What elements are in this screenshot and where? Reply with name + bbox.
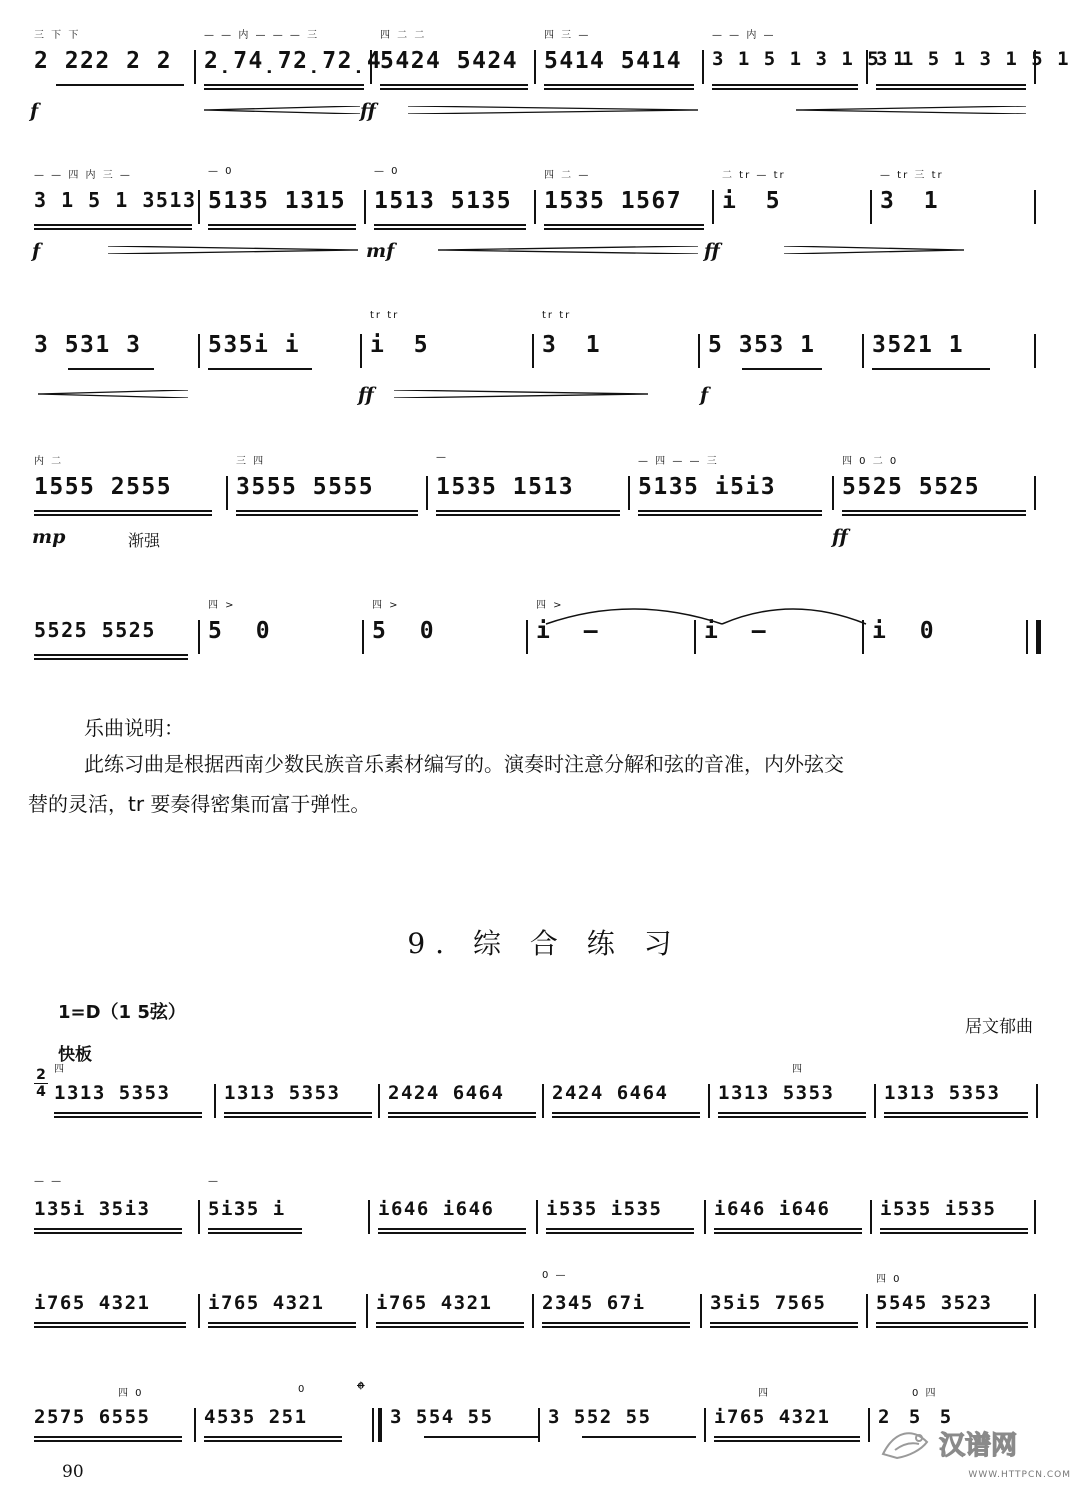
measure (202, 310, 352, 420)
time-signature (34, 1068, 48, 1099)
jianpu-notes: i 5 (722, 188, 788, 214)
barline (702, 50, 704, 84)
time-signature-bottom: 4 (36, 1084, 46, 1100)
beam (54, 1116, 202, 1118)
barline (832, 476, 834, 510)
beam (876, 1326, 1028, 1328)
measure (384, 1384, 544, 1494)
measure (538, 26, 700, 136)
beam (208, 1228, 302, 1230)
jianpu-notes: 5545 3523 (876, 1292, 993, 1314)
fingering-marks: 0 四 (912, 1388, 938, 1399)
time-signature-top: 2 (36, 1067, 46, 1083)
beam (710, 1326, 858, 1328)
barline (868, 1408, 870, 1442)
beam (208, 1322, 356, 1324)
jianpu-notes: 1513 5135 (374, 188, 513, 214)
jianpu-notes: 1535 1513 (436, 474, 575, 500)
jianpu-notes: 1313 5353 (718, 1082, 835, 1104)
jianpu-notes: 1313 5353 (54, 1082, 171, 1104)
dynamic-marking: mf (366, 240, 395, 262)
decrescendo-hairpin (784, 246, 964, 254)
beam (552, 1112, 700, 1114)
jianpu-notes: 5525 5525 (842, 474, 981, 500)
watermark-url: WWW.HTTPCN.COM (968, 1470, 1071, 1480)
fingering-marks: — (436, 452, 448, 463)
barline (532, 1294, 534, 1328)
measure (28, 1270, 192, 1380)
fingering-marks: — (208, 1176, 220, 1187)
beam (742, 368, 822, 370)
jianpu-notes: 2345 67i (542, 1292, 646, 1314)
beam (204, 88, 364, 90)
measure (218, 1060, 378, 1170)
beam (710, 1322, 858, 1324)
trill-marks: — tr 三 tr (880, 170, 944, 181)
explanation-line: 此练习曲是根据西南少数民族音乐素材编写的。演奏时注意分解和弦的音准，内外弦交 (84, 752, 844, 776)
trill-marks: 二 tr — tr (722, 170, 786, 181)
beam (714, 1228, 862, 1230)
barline (700, 1294, 702, 1328)
measure (28, 1384, 188, 1494)
measure (716, 166, 878, 276)
jianpu-notes: 5135 i5i3 (638, 474, 777, 500)
measure (28, 26, 190, 136)
jianpu-notes: 3 1 5 1 3 1 5 1 (876, 48, 1071, 70)
beam (374, 224, 526, 226)
barline (538, 1408, 540, 1442)
beam (34, 1228, 182, 1230)
beam (872, 368, 990, 370)
explanation-heading: 乐曲说明： (84, 716, 184, 740)
barline (532, 334, 534, 368)
measure (430, 452, 626, 562)
measure (706, 26, 907, 136)
jianpu-notes: i 5 (370, 332, 436, 358)
dynamic-marking: ff (832, 526, 848, 548)
fingering-marks: 四 0 (876, 1274, 902, 1285)
barline (360, 334, 362, 368)
jianpu-notes: 3 1 (880, 188, 946, 214)
fingering-marks: 四 三 — (544, 30, 591, 41)
jianpu-notes: 2424 6464 (388, 1082, 505, 1104)
barline (226, 476, 228, 510)
beam (876, 88, 1026, 90)
beam (544, 228, 704, 230)
beam (552, 1116, 700, 1118)
beam (204, 1440, 342, 1442)
barline (198, 190, 200, 224)
barline (704, 1200, 706, 1234)
jianpu-notes: 1555 2555 (34, 474, 173, 500)
barline (628, 476, 630, 510)
piece-title: 9. 综 合 练 习 (407, 927, 682, 960)
beam (376, 1322, 524, 1324)
barline (370, 50, 372, 84)
barline (874, 1084, 876, 1118)
beam (884, 1112, 1028, 1114)
dynamic-marking: ff (358, 384, 374, 406)
beam (638, 510, 822, 512)
beam (542, 1326, 690, 1328)
repeat-barline (378, 1408, 382, 1442)
jianpu-notes: i 0 (872, 618, 944, 644)
fingering-marks: 内 二 (34, 456, 64, 467)
beam (542, 1322, 690, 1324)
beam (208, 1326, 356, 1328)
measure (28, 310, 194, 420)
staff-row-3 (28, 310, 1038, 420)
jianpu-notes: 5135 1315 (208, 188, 347, 214)
measure (538, 166, 710, 276)
beam (546, 1232, 694, 1234)
svg-text:汉谱网: 汉谱网 (939, 1431, 1018, 1461)
jianpu-notes: i535 i535 (880, 1198, 997, 1220)
barline (542, 1084, 544, 1118)
measure (202, 1270, 362, 1380)
beam (884, 1116, 1028, 1118)
composer: 居文郁曲 (965, 1017, 1033, 1037)
fingering-marks: — — 内 — — — 三 (204, 30, 320, 41)
barline (712, 190, 714, 224)
jianpu-notes: 1535 1567 (544, 188, 683, 214)
measure (836, 452, 1032, 562)
jianpu-notes: 3 1 (542, 332, 608, 358)
beam (68, 368, 154, 370)
beam (714, 1436, 860, 1438)
staff-row-2 (28, 166, 1038, 276)
dynamic-marking: f (30, 100, 39, 122)
beam (712, 84, 858, 86)
page-number: 90 (62, 1462, 84, 1482)
jianpu-notes: i – (536, 618, 608, 644)
trill-marks: tr tr (370, 310, 400, 321)
measure (198, 1384, 348, 1494)
jianpu-notes: 4535 251 (204, 1406, 308, 1428)
barline (866, 1294, 868, 1328)
jianpu-notes: 2̣74̣72̣72̣4 (204, 48, 383, 74)
jianpu-notes: i765 4321 (714, 1406, 831, 1428)
staff-row-5 (28, 596, 1038, 706)
explanation-line: 替的灵活，tr 要奏得密集而富于弹性。 (28, 792, 371, 816)
jianpu-notes: 2424 6464 (552, 1082, 669, 1104)
jianpu-notes: 3 1 5 1 3 1 5 1 (712, 48, 907, 70)
beam (842, 514, 1026, 516)
barline (870, 190, 872, 224)
fingering-marks: 0 — (542, 1270, 568, 1281)
barline (198, 334, 200, 368)
jianpu-notes: 5 0 (372, 618, 444, 644)
tempo-marking: 快板 (58, 1045, 92, 1065)
barline (1034, 476, 1036, 510)
crescendo-text: 渐强 (128, 531, 161, 550)
barline (1034, 50, 1036, 84)
barline (198, 1294, 200, 1328)
jianpu-notes: i765 4321 (34, 1292, 151, 1314)
piece-row-3 (28, 1270, 1038, 1380)
fingering-marks: 四 (758, 1388, 770, 1399)
jianpu-notes: 3 554 55 (390, 1406, 494, 1428)
beam (544, 84, 694, 86)
fingering-marks: 三 下 下 (34, 30, 81, 41)
barline (1034, 1200, 1036, 1234)
measure (708, 1384, 866, 1494)
beam (712, 88, 858, 90)
coda-sign: 𝄌 (357, 1378, 365, 1403)
barline (198, 1200, 200, 1234)
barline (366, 1294, 368, 1328)
measure (712, 1060, 872, 1170)
fingering-marks: — — (34, 1176, 64, 1187)
fingering-marks: 四 > (536, 600, 564, 611)
tie-slur (542, 600, 872, 626)
measure (870, 26, 1071, 136)
fingering-marks: 三 四 (236, 456, 266, 467)
jianpu-notes: 535i i (208, 332, 301, 358)
beam (638, 514, 822, 516)
jianpu-notes: i646 i646 (714, 1198, 831, 1220)
barline (198, 620, 200, 654)
measure (546, 1060, 706, 1170)
crescendo-hairpin (38, 390, 188, 398)
measure (198, 26, 383, 136)
jianpu-notes: 2 5 5 (878, 1406, 956, 1428)
decrescendo-hairpin (108, 246, 358, 254)
jianpu-notes: 3555 5555 (236, 474, 375, 500)
beam (374, 228, 526, 230)
beam (34, 1326, 186, 1328)
jianpu-notes: 135i 35i3 (34, 1198, 151, 1220)
beam (34, 1436, 182, 1438)
fingering-marks: — 0 (374, 166, 400, 177)
beam (54, 1112, 202, 1114)
beam (880, 1228, 1028, 1230)
fingering-marks: 四 二 — (544, 170, 591, 181)
final-barline (1026, 620, 1041, 654)
jianpu-notes: 5 353 1 (708, 332, 816, 358)
barline (870, 1200, 872, 1234)
measure (866, 596, 1026, 706)
fingering-marks: 四 (54, 1064, 66, 1075)
barline (534, 50, 536, 84)
beam (236, 510, 418, 512)
staff-row-4 (28, 452, 1038, 562)
beam (436, 510, 620, 512)
beam (582, 1436, 696, 1438)
beam (34, 1322, 186, 1324)
measure (374, 26, 534, 136)
fingering-marks: 四 0 (118, 1388, 144, 1399)
beam (718, 1116, 866, 1118)
beam (842, 510, 1026, 512)
measure (870, 1270, 1034, 1380)
fingering-marks: — 0 (208, 166, 234, 177)
barline (194, 50, 196, 84)
barline (708, 1084, 710, 1118)
beam (380, 84, 528, 86)
barline (364, 190, 366, 224)
jianpu-notes: 5 0 (208, 618, 280, 644)
barline (526, 620, 528, 654)
fingering-marks: 四 (792, 1064, 804, 1075)
jianpu-notes: i765 4321 (208, 1292, 325, 1314)
dynamic-marking: ff (360, 100, 376, 122)
barline (214, 1084, 216, 1118)
beam (208, 228, 356, 230)
jianpu-notes: 1313 5353 (884, 1082, 1001, 1104)
measure (878, 1060, 1034, 1170)
beam (378, 1228, 526, 1230)
fingering-marks: 四 二 二 (380, 30, 427, 41)
beam (876, 1322, 1028, 1324)
barline (378, 1084, 380, 1118)
jianpu-notes: 1313 5353 (224, 1082, 341, 1104)
measure (382, 1060, 542, 1170)
staff-row-1 (28, 26, 1071, 136)
barline (1036, 1084, 1038, 1118)
beam (388, 1112, 536, 1114)
measure (542, 1384, 702, 1494)
dynamic-marking: ff (704, 240, 720, 262)
beam (714, 1232, 862, 1234)
barline (1034, 334, 1036, 368)
beam (378, 1232, 526, 1234)
measure (28, 166, 198, 276)
barline (1034, 1294, 1036, 1328)
barline (534, 190, 536, 224)
jianpu-notes: 2575 6555 (34, 1406, 151, 1428)
crescendo-hairpin (796, 106, 1026, 114)
beam (376, 1326, 524, 1328)
beam (424, 1436, 538, 1438)
jianpu-notes: 35i5 7565 (710, 1292, 827, 1314)
jianpu-notes: i – (704, 618, 776, 644)
decrescendo-hairpin (394, 390, 648, 398)
beam (880, 1232, 1028, 1234)
crescendo-hairpin (438, 246, 698, 254)
beam (208, 1232, 302, 1234)
watermark-logo (875, 1420, 1071, 1468)
beam (34, 224, 192, 226)
fingering-marks: — 四 — — 三 (638, 456, 719, 467)
jianpu-notes: i535 i535 (546, 1198, 663, 1220)
beam (714, 1440, 860, 1442)
measure (536, 1270, 696, 1380)
fingering-marks: 四 > (372, 600, 400, 611)
measure (702, 310, 862, 420)
trill-marks: tr tr (542, 310, 572, 321)
fingering-marks: — — 四 内 三 — (34, 170, 132, 181)
measure (704, 1270, 864, 1380)
piece-row-1 (48, 1060, 1038, 1170)
crescendo-hairpin (204, 106, 360, 114)
barline (194, 1408, 196, 1442)
measure (366, 596, 516, 706)
beam (34, 510, 212, 512)
measure (202, 596, 352, 706)
decrescendo-hairpin (408, 106, 698, 114)
measure (230, 452, 424, 562)
beam (56, 84, 184, 86)
jianpu-notes: 5i35 i (208, 1198, 286, 1220)
jianpu-notes: i765 4321 (376, 1292, 493, 1314)
beam (544, 88, 694, 90)
fingering-marks: 四 0 二 0 (842, 456, 899, 467)
measure (866, 310, 1030, 420)
fingering-marks: — — 内 — (712, 30, 776, 41)
beam (380, 88, 528, 90)
jianpu-notes: 3 1 5 1 3513 (34, 188, 197, 212)
beam (34, 658, 188, 660)
beam (34, 228, 192, 230)
beam (236, 514, 418, 516)
jianpu-notes: 3 531 3 (34, 332, 142, 358)
beam (208, 368, 312, 370)
barline (368, 1200, 370, 1234)
jianpu-notes: 3 552 55 (548, 1406, 652, 1428)
barline (704, 1408, 706, 1442)
beam (34, 1440, 182, 1442)
beam (718, 1112, 866, 1114)
barline (536, 1200, 538, 1234)
jianpu-notes: 5424 5424 (380, 48, 519, 74)
beam (34, 514, 212, 516)
dynamic-marking: f (700, 384, 709, 406)
barline (698, 334, 700, 368)
beam (224, 1112, 372, 1114)
dynamic-marking: mp (32, 526, 66, 548)
jianpu-notes: 2 222 2 2 (34, 48, 173, 74)
beam (204, 84, 364, 86)
beam (224, 1116, 372, 1118)
barline (866, 50, 868, 84)
jianpu-notes: i646 i646 (378, 1198, 495, 1220)
fingering-marks: 0 (298, 1384, 307, 1395)
beam (546, 1228, 694, 1230)
beam (208, 224, 356, 226)
jianpu-notes: 5414 5414 (544, 48, 683, 74)
barline (362, 620, 364, 654)
dynamic-marking: f (32, 240, 41, 262)
beam (876, 84, 1026, 86)
beam (544, 224, 704, 226)
jianpu-notes: 3521 1 (872, 332, 965, 358)
beam (388, 1116, 536, 1118)
barline (1034, 190, 1036, 224)
measure (364, 310, 536, 420)
fingering-marks: 四 > (208, 600, 236, 611)
jianpu-notes: 5525 5525 (34, 618, 156, 642)
measure (370, 1270, 530, 1380)
beam (34, 654, 188, 656)
beam (204, 1436, 342, 1438)
measure (202, 166, 362, 276)
barline (426, 476, 428, 510)
barline (372, 1408, 374, 1442)
measure (632, 452, 828, 562)
key-signature: 1=D（1 5弦） (58, 1002, 186, 1023)
measure (48, 1060, 208, 1170)
beam (436, 514, 620, 516)
measure (536, 310, 696, 420)
beam (34, 1232, 182, 1234)
measure (874, 166, 1034, 276)
measure (28, 596, 194, 706)
barline (862, 334, 864, 368)
